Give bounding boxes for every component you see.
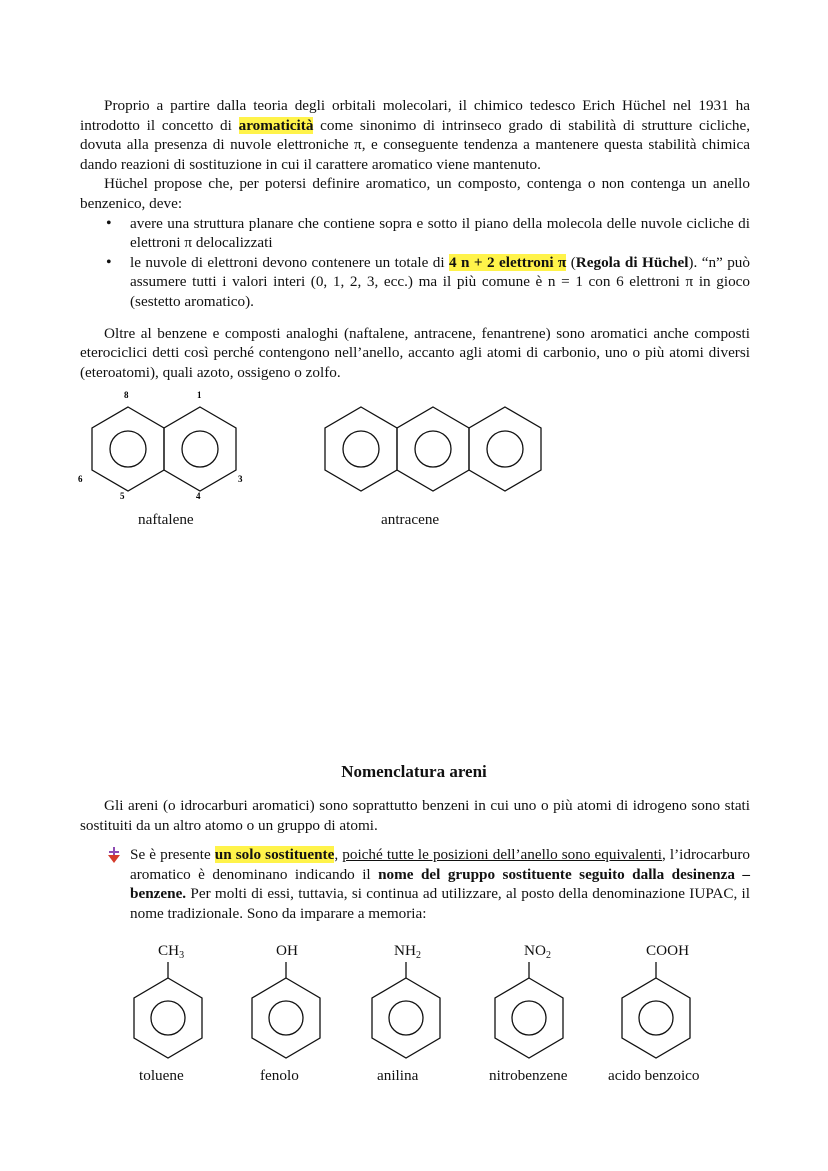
naphthalene-structure	[70, 385, 270, 515]
position-5: 5	[120, 491, 125, 501]
acido-benzoico-ring	[622, 962, 690, 1058]
position-4: 4	[196, 491, 201, 501]
position-8: 8	[124, 390, 129, 400]
anthracene-structure	[318, 385, 558, 515]
paragraph-aromaticity: Proprio a partire dalla teoria degli orbitali molecolari, il chimico tedesco Erich Hüchel nel 1931 ha introdotto il concetto di aromaticità come sinonimo di intrinseco grado di stabilità di strutture cicliche, dovuta alla presenza di nuvole elettroniche π, e conseguente tendenza a mantenere questa stabilità chimica dando reazioni di sostituzione in cui il carattere aromatico viene mantenuto.	[80, 97, 751, 173]
nomenclature-text	[80, 796, 750, 924]
position-6: 6	[78, 474, 83, 484]
nitrobenzene-ring	[495, 962, 563, 1058]
group-toluene: $CH_3$	[158, 942, 185, 961]
group-nitrobenzene: $NO_2$	[524, 942, 551, 961]
naphthalene-label: naftalene	[138, 511, 194, 528]
rule-single-substituent: Se è presente un solo sostituente, poiché tutte le posizioni dell’anello sono equivalenti, l’idrocarburo aromatico è denominano indicando il nome del gruppo sostituente seguito dalla desinenza – benzene. Per molti di essi, tuttavia, si continua ad utilizzare, al posto della denominazione IUPAC, il nome tradizionale. Sono da imparare a memoria:	[80, 845, 750, 923]
anthracene-label: antracene	[381, 511, 440, 528]
intro-text	[80, 96, 750, 382]
section-title: Nomenclatura areni	[341, 762, 487, 781]
toluene-ring	[134, 962, 202, 1058]
list-item: • avere una struttura planare che contiene sopra e sotto il piano della molecola delle nuvole cicliche di elettroni π delocalizzati	[130, 214, 750, 253]
criteria-list	[80, 214, 750, 312]
highlight-rule: 4 n + 2 elettroni π	[449, 253, 567, 271]
group-anilina: $NH_2$	[394, 942, 421, 961]
paragraph-heterocycles: Oltre al benzene e composti analoghi (naftalene, antracene, fenantrene) sono aromatici anche composti eterociclici detti così perché contengono nell’anello, accanto agli atomi di carbonio, uno o più atomi diversi (eteroatomi), quali azoto, ossigeno o zolfo.	[80, 324, 750, 381]
name-acido-benzoico: acido benzoico	[608, 1067, 700, 1084]
group-fenolo: OH	[276, 942, 298, 959]
name-anilina: anilina	[377, 1067, 419, 1084]
list-item: • le nuvole di elettroni devono contenere un totale di 4 n + 2 elettroni π (Regola di Hüchel). “n” può assumere tutti i valori interi (0, 1, 2, 3, ecc.) ma il più comune è n = 1 con 6 elettroni π in gioco (sestetto aromatico).	[130, 253, 750, 312]
position-3: 3	[238, 474, 243, 484]
name-toluene: toluene	[139, 1067, 184, 1084]
highlight-aromaticita: aromaticità	[238, 116, 314, 134]
anilina-ring	[372, 962, 440, 1058]
name-fenolo: fenolo	[260, 1067, 299, 1084]
paragraph-arenes: Gli areni (o idrocarburi aromatici) sono soprattutto benzeni in cui uno o più atomi di idrogeno sono stati sostituiti da un altro atomo o un gruppo di atomi.	[80, 797, 750, 834]
highlight-single-substituent: un solo sostituente	[214, 846, 335, 864]
benzene-rings	[0, 960, 828, 1070]
paragraph-huchel: Hüchel propose che, per potersi definire aromatico, un composto, contenga o non contenga un anello benzenico, deve:	[80, 175, 750, 212]
group-acido-benzoico: COOH	[646, 942, 690, 959]
fenolo-ring	[252, 962, 320, 1058]
position-1: 1	[197, 390, 202, 400]
down-arrow-icon	[106, 846, 122, 864]
name-nitrobenzene: nitrobenzene	[489, 1067, 568, 1084]
